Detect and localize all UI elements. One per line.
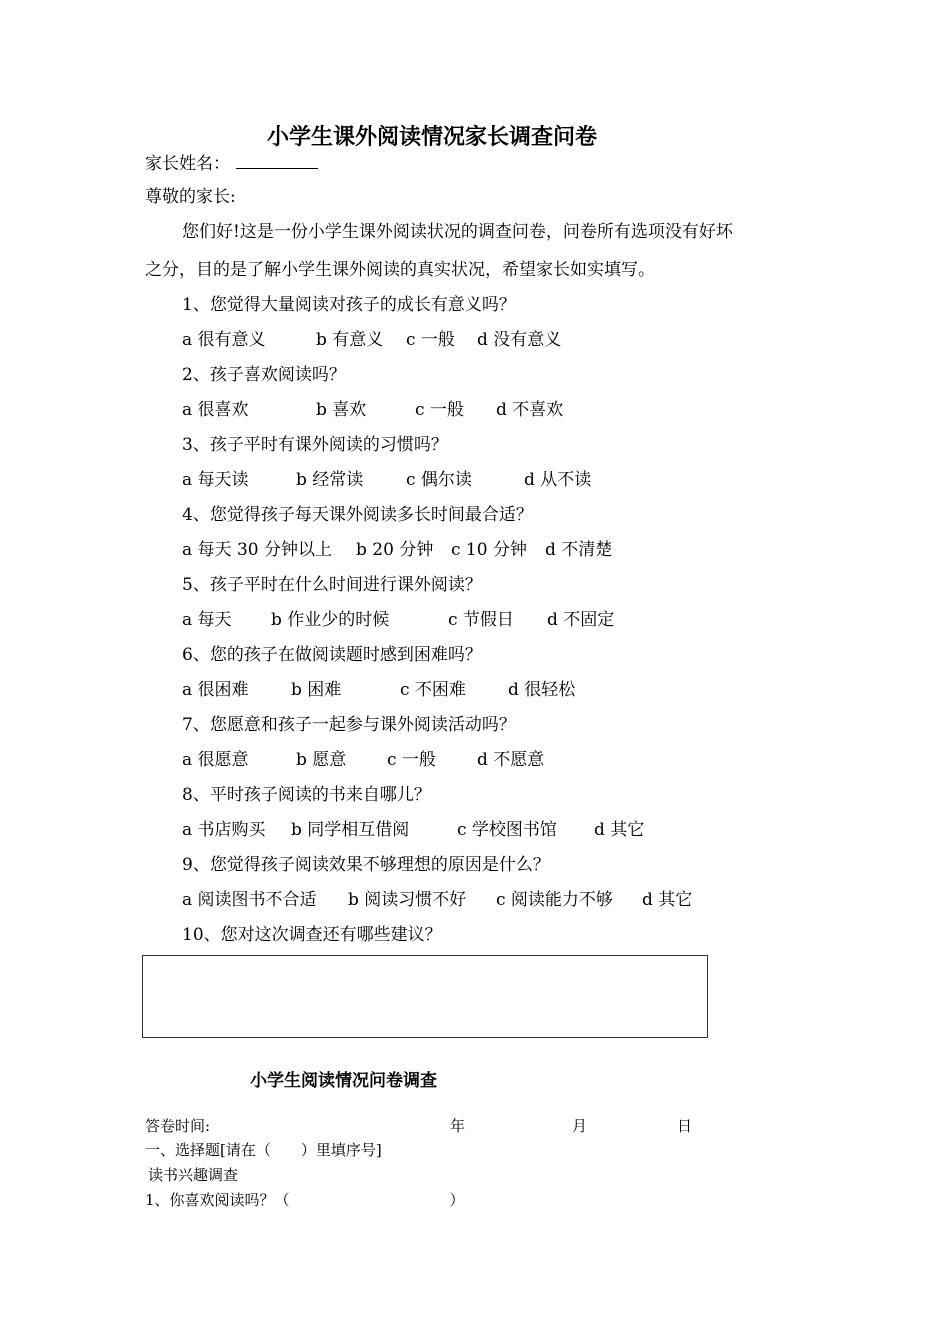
answer-time-label: 答卷时间:	[145, 1117, 211, 1135]
q1-option-b[interactable]: b 有意义	[316, 330, 384, 350]
q6-option-a[interactable]: a 很困难	[182, 680, 249, 700]
parent-name-row	[145, 152, 318, 175]
q3-option-c[interactable]: c 偶尔读	[406, 470, 472, 490]
q9-option-a[interactable]: a 阅读图书不合适	[182, 890, 317, 910]
parent-name-label: 家长姓名：	[145, 154, 230, 174]
intro-line-2: 之分，目的是了解小学生课外阅读的真实状况，希望家长如实填写。	[145, 260, 655, 280]
question-10: 10、您对这次调查还有哪些建议？	[182, 925, 442, 945]
q3-option-b[interactable]: b 经常读	[296, 470, 364, 490]
section-1-heading: 一、选择题[请在（ ）里填序号]	[145, 1141, 382, 1159]
question-8: 8、平时孩子阅读的书来自哪儿？	[182, 785, 431, 805]
month-label: 月	[572, 1117, 588, 1135]
q7-option-d[interactable]: d 不愿意	[477, 750, 545, 770]
student-question-1	[145, 1190, 465, 1210]
q3-option-d[interactable]: d 从不读	[524, 470, 592, 490]
q7-option-c[interactable]: c 一般	[387, 750, 436, 770]
q9-option-c[interactable]: c 阅读能力不够	[496, 890, 613, 910]
question-3: 3、孩子平时有课外阅读的习惯吗？	[182, 435, 448, 455]
q6-option-b[interactable]: b 困难	[291, 680, 342, 700]
q1-option-c[interactable]: c 一般	[406, 330, 455, 350]
question-9: 9、您觉得孩子阅读效果不够理想的原因是什么？	[182, 855, 550, 875]
q6-option-c[interactable]: c 不困难	[400, 680, 466, 700]
salutation: 尊敬的家长:	[145, 187, 236, 207]
q7-option-a[interactable]: a 很愿意	[182, 750, 249, 770]
q8-option-d[interactable]: d 其它	[594, 820, 645, 840]
q6-option-d[interactable]: d 很轻松	[508, 680, 576, 700]
q1-option-d[interactable]: d 没有意义	[477, 330, 562, 350]
q8-option-b[interactable]: b 同学相互借阅	[291, 820, 410, 840]
q5-option-c[interactable]: c 节假日	[448, 610, 514, 630]
reading-interest-heading: 读书兴趣调查	[148, 1166, 239, 1184]
q7-option-b[interactable]: b 愿意	[296, 750, 347, 770]
intro-line-1: 您们好!这是一份小学生课外阅读状况的调查问卷，问卷所有选项没有好坏	[182, 222, 733, 242]
q5-option-d[interactable]: d 不固定	[547, 610, 615, 630]
q5-option-b[interactable]: b 作业少的时候	[271, 610, 390, 630]
q2-option-b[interactable]: b 喜欢	[316, 400, 367, 420]
page-title: 小学生课外阅读情况家长调查问卷	[266, 124, 597, 150]
q5-option-a[interactable]: a 每天	[182, 610, 232, 630]
q3-option-a[interactable]: a 每天读	[182, 470, 249, 490]
q2-option-d[interactable]: d 不喜欢	[496, 400, 564, 420]
q8-option-a[interactable]: a 书店购买	[182, 820, 266, 840]
question-7: 7、您愿意和孩子一起参与课外阅读活动吗？	[182, 715, 516, 735]
question-2: 2、孩子喜欢阅读吗？	[182, 365, 346, 385]
question-6: 6、您的孩子在做阅读题时感到困难吗？	[182, 645, 482, 665]
q2-option-a[interactable]: a 很喜欢	[182, 400, 249, 420]
suggestion-answer-box[interactable]	[142, 955, 708, 1038]
student-q1-suffix: ）	[449, 1191, 465, 1209]
question-1: 1、您觉得大量阅读对孩子的成长有意义吗？	[182, 295, 516, 315]
q4-option-b[interactable]: b 20 分钟	[356, 540, 434, 560]
q8-option-c[interactable]: c 学校图书馆	[457, 820, 557, 840]
year-label: 年	[450, 1117, 466, 1135]
q9-option-b[interactable]: b 阅读习惯不好	[348, 890, 467, 910]
student-survey-title: 小学生阅读情况问卷调查	[250, 1071, 437, 1091]
student-q1-prefix: 1、你喜欢阅读吗？（	[145, 1191, 290, 1209]
question-5: 5、孩子平时在什么时间进行课外阅读？	[182, 575, 482, 595]
q4-option-c[interactable]: c 10 分钟	[451, 540, 527, 560]
parent-name-blank	[236, 152, 318, 169]
q9-option-d[interactable]: d 其它	[642, 890, 693, 910]
q1-option-a[interactable]: a 很有意义	[182, 330, 266, 350]
q2-option-c[interactable]: c 一般	[415, 400, 464, 420]
day-label: 日	[677, 1117, 693, 1135]
question-4: 4、您觉得孩子每天课外阅读多长时间最合适？	[182, 505, 533, 525]
q4-option-a[interactable]: a 每天 30 分钟以上	[182, 540, 332, 560]
q4-option-d[interactable]: d 不清楚	[545, 540, 613, 560]
